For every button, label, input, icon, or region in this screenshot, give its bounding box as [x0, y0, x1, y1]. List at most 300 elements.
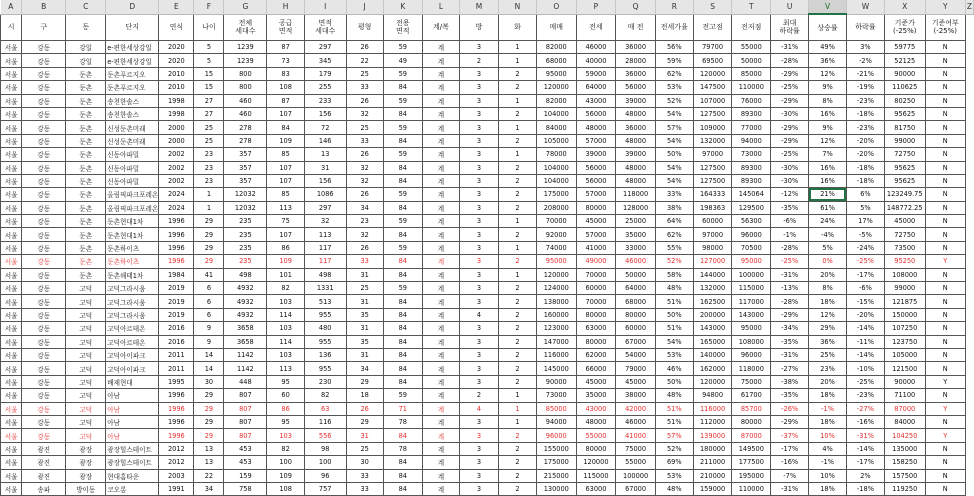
table-cell[interactable]: 계	[422, 456, 459, 469]
table-cell[interactable]: 156	[304, 174, 346, 187]
table-cell[interactable]: N	[925, 415, 965, 428]
table-cell[interactable]: 135000	[884, 442, 925, 455]
table-cell[interactable]: 32	[346, 107, 383, 120]
table-cell[interactable]: -14%	[846, 348, 884, 361]
table-cell[interactable]: 26	[346, 41, 383, 54]
table-cell[interactable]: 강동	[22, 161, 66, 174]
table-cell[interactable]: 159	[224, 469, 267, 482]
table-cell[interactable]: 84	[383, 295, 422, 308]
table-header-cell[interactable]: 연식	[159, 14, 194, 41]
column-header-r[interactable]: R	[655, 0, 693, 14]
table-cell[interactable]: 26	[346, 148, 383, 161]
table-cell[interactable]: 2	[498, 308, 536, 321]
table-cell[interactable]: 둔촌	[66, 201, 106, 214]
empty-cell[interactable]	[965, 456, 973, 469]
table-cell[interactable]: 서울	[1, 469, 22, 482]
table-cell[interactable]: 48%	[655, 482, 693, 495]
table-cell[interactable]: 15	[194, 81, 224, 94]
table-cell[interactable]: 10%	[809, 469, 847, 482]
table-cell[interactable]: 955	[304, 362, 346, 375]
table-cell[interactable]: 109000	[693, 121, 732, 134]
table-cell[interactable]: N	[925, 295, 965, 308]
table-cell[interactable]: 29%	[809, 322, 847, 335]
table-cell[interactable]: 3%	[846, 41, 884, 54]
table-cell[interactable]: 210000	[693, 469, 732, 482]
table-cell[interactable]: 146	[304, 134, 346, 147]
table-cell[interactable]: N	[925, 148, 965, 161]
table-cell[interactable]: 18%	[809, 415, 847, 428]
table-cell[interactable]: 108	[267, 482, 305, 495]
table-cell[interactable]: 1996	[159, 215, 194, 228]
table-cell[interactable]: N	[925, 201, 965, 214]
table-cell[interactable]: 고덕	[66, 295, 106, 308]
table-cell[interactable]: 78000	[536, 148, 576, 161]
table-cell[interactable]: N	[925, 268, 965, 281]
table-cell[interactable]: 85	[267, 188, 305, 201]
table-cell[interactable]: 강동	[22, 415, 66, 428]
table-cell[interactable]: 4%	[809, 442, 847, 455]
table-cell[interactable]: 고덕	[66, 348, 106, 361]
table-cell[interactable]: 48000	[616, 161, 656, 174]
table-cell[interactable]: 서울	[1, 148, 22, 161]
table-cell[interactable]: -38%	[771, 375, 809, 388]
table-cell[interactable]: 70500	[732, 241, 771, 254]
table-cell[interactable]: 2016	[159, 322, 194, 335]
empty-cell[interactable]	[965, 174, 973, 187]
table-cell[interactable]: 52%	[655, 94, 693, 107]
table-cell[interactable]: 3	[460, 322, 499, 335]
empty-cell[interactable]	[965, 335, 973, 348]
table-cell[interactable]: 계	[422, 482, 459, 495]
table-cell[interactable]: 2012	[159, 456, 194, 469]
table-cell[interactable]: 계	[422, 41, 459, 54]
table-cell[interactable]: 73000	[536, 389, 576, 402]
table-cell[interactable]: 3	[460, 335, 499, 348]
table-cell[interactable]: 광장힐스테이트	[106, 456, 159, 469]
table-cell[interactable]: 1	[498, 389, 536, 402]
table-cell[interactable]: 78	[383, 442, 422, 455]
table-cell[interactable]: 강동	[22, 241, 66, 254]
table-cell[interactable]: 25000	[616, 215, 656, 228]
table-cell[interactable]: 84	[383, 107, 422, 120]
table-cell[interactable]: 둔촌	[66, 255, 106, 268]
table-cell[interactable]: 120000	[576, 456, 616, 469]
table-cell[interactable]: 278	[224, 134, 267, 147]
table-cell[interactable]: 58%	[655, 268, 693, 281]
table-cell[interactable]: 29	[194, 402, 224, 415]
table-cell[interactable]: 둔촌	[66, 174, 106, 187]
table-cell[interactable]: 서울	[1, 121, 22, 134]
table-cell[interactable]: 100	[304, 456, 346, 469]
empty-cell[interactable]	[965, 134, 973, 147]
table-cell[interactable]: 계	[422, 348, 459, 361]
column-header-q[interactable]: Q	[616, 0, 656, 14]
table-cell[interactable]: 강일	[66, 41, 106, 54]
table-cell[interactable]: 116000	[536, 348, 576, 361]
table-cell[interactable]: 23	[346, 215, 383, 228]
table-cell[interactable]: 84	[383, 201, 422, 214]
table-cell[interactable]: 32	[346, 174, 383, 187]
table-cell[interactable]: 14	[194, 362, 224, 375]
table-cell[interactable]: 둔촌	[66, 94, 106, 107]
table-cell[interactable]: 2019	[159, 308, 194, 321]
table-cell[interactable]: 2	[498, 67, 536, 80]
table-cell[interactable]: -24%	[846, 241, 884, 254]
table-cell[interactable]: 48000	[616, 134, 656, 147]
table-cell[interactable]: 39000	[576, 148, 616, 161]
table-cell[interactable]: 고덕	[66, 389, 106, 402]
table-cell[interactable]: 101	[267, 268, 305, 281]
table-cell[interactable]: 448	[224, 375, 267, 388]
table-cell[interactable]: 강동	[22, 54, 66, 67]
table-cell[interactable]: 2	[498, 335, 536, 348]
table-cell[interactable]: 53%	[655, 81, 693, 94]
table-cell[interactable]: 62%	[655, 67, 693, 80]
table-cell[interactable]: 48%	[655, 282, 693, 295]
table-cell[interactable]: 강동	[22, 134, 66, 147]
table-cell[interactable]: 계	[422, 81, 459, 94]
table-cell[interactable]: 강동	[22, 362, 66, 375]
table-cell[interactable]: 62000	[576, 348, 616, 361]
table-cell[interactable]: 51%	[655, 415, 693, 428]
table-cell[interactable]: 서울	[1, 81, 22, 94]
table-cell[interactable]: 36000	[616, 41, 656, 54]
table-cell[interactable]: 26	[346, 188, 383, 201]
table-cell[interactable]: 33%	[655, 188, 693, 201]
table-cell[interactable]: 둔촌현대1차	[106, 215, 159, 228]
table-cell[interactable]: 235	[224, 241, 267, 254]
table-cell[interactable]: 3	[460, 148, 499, 161]
table-cell[interactable]: 송천한솔스	[106, 94, 159, 107]
table-cell[interactable]: 73000	[732, 148, 771, 161]
empty-cell[interactable]	[965, 228, 973, 241]
table-cell[interactable]: 52%	[655, 255, 693, 268]
table-cell[interactable]: -29%	[771, 415, 809, 428]
table-cell[interactable]: 1331	[304, 282, 346, 295]
table-cell[interactable]: 둔촌푸르지오	[106, 67, 159, 80]
table-cell[interactable]: 계	[422, 442, 459, 455]
table-cell[interactable]: 계	[422, 282, 459, 295]
table-cell[interactable]: 3	[460, 348, 499, 361]
table-cell[interactable]: 둔촌	[66, 81, 106, 94]
table-cell[interactable]: 3	[460, 188, 499, 201]
table-cell[interactable]: 80250	[884, 94, 925, 107]
table-cell[interactable]: 33	[346, 134, 383, 147]
table-cell[interactable]: 1998	[159, 107, 194, 120]
table-header-cell[interactable]: 최대 하락률	[771, 14, 809, 41]
table-cell[interactable]: -20%	[846, 308, 884, 321]
table-cell[interactable]: 110000	[732, 81, 771, 94]
table-cell[interactable]: 297	[304, 41, 346, 54]
table-cell[interactable]: 108000	[732, 335, 771, 348]
table-cell[interactable]: 95	[267, 415, 305, 428]
table-cell[interactable]: 52125	[884, 54, 925, 67]
table-cell[interactable]: 계	[422, 148, 459, 161]
table-cell[interactable]: 고덕	[66, 415, 106, 428]
table-cell[interactable]: 84	[267, 121, 305, 134]
table-cell[interactable]: 807	[224, 402, 267, 415]
table-cell[interactable]: 2003	[159, 469, 194, 482]
table-cell[interactable]: N	[925, 348, 965, 361]
table-cell[interactable]: 고덕	[66, 322, 106, 335]
table-cell[interactable]: 87000	[732, 429, 771, 442]
table-cell[interactable]: 59	[383, 188, 422, 201]
table-cell[interactable]: 84	[383, 456, 422, 469]
table-cell[interactable]: N	[925, 161, 965, 174]
table-cell[interactable]: -20%	[846, 134, 884, 147]
table-cell[interactable]: 24%	[809, 215, 847, 228]
table-cell[interactable]: 강동	[22, 348, 66, 361]
table-cell[interactable]: 서울	[1, 335, 22, 348]
table-cell[interactable]: -25%	[846, 375, 884, 388]
table-cell[interactable]: N	[925, 482, 965, 495]
table-header-cell[interactable]: 전용 면적	[383, 14, 422, 41]
table-cell[interactable]: 114	[267, 308, 305, 321]
table-cell[interactable]: 76000	[732, 94, 771, 107]
table-cell[interactable]: 2016	[159, 335, 194, 348]
column-header-n[interactable]: N	[498, 0, 536, 14]
table-cell[interactable]: 235	[224, 215, 267, 228]
table-cell[interactable]: 2011	[159, 362, 194, 375]
table-cell[interactable]: -30%	[771, 107, 809, 120]
table-cell[interactable]: 8%	[809, 94, 847, 107]
table-cell[interactable]: 3	[460, 268, 499, 281]
table-cell[interactable]: 9	[194, 322, 224, 335]
table-cell[interactable]: 83	[267, 67, 305, 80]
table-cell[interactable]: 87000	[884, 402, 925, 415]
table-cell[interactable]: -2%	[846, 54, 884, 67]
table-cell[interactable]: 고덕그라시움	[106, 308, 159, 321]
table-cell[interactable]: 계	[422, 322, 459, 335]
table-cell[interactable]: -23%	[846, 389, 884, 402]
table-cell[interactable]: 56300	[732, 215, 771, 228]
table-cell[interactable]: 둔촌	[66, 107, 106, 120]
table-cell[interactable]: 서울	[1, 41, 22, 54]
table-cell[interactable]: 1996	[159, 402, 194, 415]
table-cell[interactable]: 1996	[159, 415, 194, 428]
table-cell[interactable]: 36000	[616, 121, 656, 134]
table-cell[interactable]: 둔촌푸르지오	[106, 81, 159, 94]
table-cell[interactable]: 36000	[616, 67, 656, 80]
table-cell[interactable]: -29%	[771, 94, 809, 107]
empty-cell[interactable]	[965, 348, 973, 361]
table-cell[interactable]: 64%	[655, 215, 693, 228]
table-cell[interactable]: 18%	[809, 482, 847, 495]
table-cell[interactable]: 강동	[22, 174, 66, 187]
table-cell[interactable]: 1996	[159, 429, 194, 442]
table-cell[interactable]: 31	[346, 322, 383, 335]
table-cell[interactable]: 43000	[576, 402, 616, 415]
column-header-t[interactable]: T	[732, 0, 771, 14]
table-cell[interactable]: 서울	[1, 174, 22, 187]
table-cell[interactable]: 55000	[732, 41, 771, 54]
table-cell[interactable]: 115000	[576, 469, 616, 482]
table-cell[interactable]: 82000	[536, 94, 576, 107]
table-cell[interactable]: 70000	[576, 295, 616, 308]
table-cell[interactable]: 강동	[22, 41, 66, 54]
table-cell[interactable]: 147500	[693, 81, 732, 94]
table-cell[interactable]: 1	[498, 94, 536, 107]
table-cell[interactable]: 215000	[536, 469, 576, 482]
table-cell[interactable]: 113	[267, 201, 305, 214]
table-cell[interactable]: 34	[346, 201, 383, 214]
table-cell[interactable]: 230	[304, 375, 346, 388]
table-cell[interactable]: 23%	[809, 362, 847, 375]
empty-cell[interactable]	[965, 375, 973, 388]
table-cell[interactable]: 68000	[616, 295, 656, 308]
table-cell[interactable]: 63	[304, 402, 346, 415]
table-cell[interactable]: 아남	[106, 429, 159, 442]
table-header-cell[interactable]: 하락률	[846, 14, 884, 41]
table-cell[interactable]: 계	[422, 107, 459, 120]
table-cell[interactable]: 67000	[616, 335, 656, 348]
table-cell[interactable]: 26	[346, 402, 383, 415]
table-cell[interactable]: 계	[422, 121, 459, 134]
table-cell[interactable]: 85000	[536, 402, 576, 415]
table-cell[interactable]: 67000	[616, 482, 656, 495]
table-cell[interactable]: 63000	[576, 322, 616, 335]
table-cell[interactable]: 계	[422, 241, 459, 254]
table-cell[interactable]: 118000	[732, 362, 771, 375]
table-cell[interactable]: 109	[267, 469, 305, 482]
table-cell[interactable]: N	[925, 121, 965, 134]
empty-cell[interactable]	[965, 442, 973, 455]
table-cell[interactable]: Y	[925, 429, 965, 442]
table-cell[interactable]: 3	[460, 442, 499, 455]
table-cell[interactable]: 73500	[884, 241, 925, 254]
table-cell[interactable]: 48000	[616, 107, 656, 120]
table-cell[interactable]: 광진	[22, 456, 66, 469]
table-cell[interactable]: 156	[304, 107, 346, 120]
table-cell[interactable]: 3	[460, 161, 499, 174]
column-header-d[interactable]: D	[106, 0, 159, 14]
table-cell[interactable]: 53%	[655, 469, 693, 482]
table-cell[interactable]: 89300	[732, 174, 771, 187]
table-cell[interactable]: 5	[194, 54, 224, 67]
table-cell[interactable]: 140000	[693, 348, 732, 361]
table-cell[interactable]: 84	[383, 308, 422, 321]
table-cell[interactable]: 159000	[693, 482, 732, 495]
table-cell[interactable]: 235	[224, 228, 267, 241]
table-cell[interactable]: 162000	[693, 362, 732, 375]
table-cell[interactable]: 95	[267, 375, 305, 388]
table-cell[interactable]: 56000	[576, 161, 616, 174]
table-cell[interactable]: 강동	[22, 67, 66, 80]
table-cell[interactable]: 강동	[22, 94, 66, 107]
table-cell[interactable]: -23%	[846, 121, 884, 134]
table-cell[interactable]: 59	[383, 389, 422, 402]
table-cell[interactable]: 2012	[159, 442, 194, 455]
table-cell[interactable]: 1	[498, 54, 536, 67]
table-cell[interactable]: 80000	[732, 415, 771, 428]
empty-cell[interactable]	[965, 201, 973, 214]
table-cell[interactable]: 광진	[22, 469, 66, 482]
table-cell[interactable]: 29	[194, 389, 224, 402]
table-cell[interactable]: 고덕	[66, 375, 106, 388]
table-cell[interactable]: -4%	[809, 228, 847, 241]
table-cell[interactable]: 3	[460, 241, 499, 254]
table-cell[interactable]: 96000	[732, 348, 771, 361]
table-cell[interactable]: N	[925, 174, 965, 187]
table-cell[interactable]: 1995	[159, 375, 194, 388]
table-cell[interactable]: 3	[460, 362, 499, 375]
table-cell[interactable]: 120000	[693, 375, 732, 388]
table-header-cell[interactable]: 전체 세대수	[224, 14, 267, 41]
table-cell[interactable]: e-편한세상강일	[106, 41, 159, 54]
table-cell[interactable]: 18%	[809, 295, 847, 308]
table-cell[interactable]: N	[925, 134, 965, 147]
table-cell[interactable]: 61700	[732, 389, 771, 402]
table-cell[interactable]: 51%	[655, 322, 693, 335]
table-cell[interactable]: 둔촌	[66, 161, 106, 174]
table-cell[interactable]: -20%	[846, 148, 884, 161]
column-header-j[interactable]: J	[346, 0, 383, 14]
table-cell[interactable]: N	[925, 442, 965, 455]
table-cell[interactable]: 서울	[1, 429, 22, 442]
table-cell[interactable]: 66000	[576, 362, 616, 375]
table-cell[interactable]: 2002	[159, 148, 194, 161]
table-cell[interactable]: 3	[460, 255, 499, 268]
table-cell[interactable]: 12032	[224, 188, 267, 201]
table-cell[interactable]: 12032	[224, 201, 267, 214]
table-header-cell[interactable]: 전고점	[693, 14, 732, 41]
table-cell[interactable]: 2	[498, 255, 536, 268]
table-cell[interactable]: 59	[383, 121, 422, 134]
table-cell[interactable]: 118000	[616, 188, 656, 201]
empty-cell[interactable]	[965, 67, 973, 80]
table-header-cell[interactable]: 계/복	[422, 14, 459, 41]
table-cell[interactable]: 68000	[536, 54, 576, 67]
table-cell[interactable]: 4	[460, 308, 499, 321]
empty-cell[interactable]	[965, 94, 973, 107]
table-cell[interactable]: 84	[383, 335, 422, 348]
table-cell[interactable]: 광진	[22, 442, 66, 455]
empty-cell[interactable]	[965, 255, 973, 268]
table-cell[interactable]: 177500	[732, 456, 771, 469]
table-cell[interactable]: 강동	[22, 215, 66, 228]
table-cell[interactable]: 75	[267, 215, 305, 228]
table-cell[interactable]: Y	[925, 255, 965, 268]
table-cell[interactable]: 3	[460, 482, 499, 495]
table-cell[interactable]: 56%	[655, 41, 693, 54]
table-cell[interactable]: 129500	[732, 201, 771, 214]
table-cell[interactable]: 강동	[22, 201, 66, 214]
table-cell[interactable]: 55000	[616, 456, 656, 469]
table-cell[interactable]: 25	[346, 121, 383, 134]
table-cell[interactable]: 15	[194, 67, 224, 80]
table-cell[interactable]: 59	[383, 148, 422, 161]
table-cell[interactable]: 61%	[809, 201, 847, 214]
table-cell[interactable]: 26	[346, 241, 383, 254]
table-cell[interactable]: 22	[194, 469, 224, 482]
table-cell[interactable]: 30	[194, 375, 224, 388]
table-cell[interactable]: 3	[460, 81, 499, 94]
table-cell[interactable]: 800	[224, 67, 267, 80]
table-cell[interactable]: -1%	[809, 456, 847, 469]
table-cell[interactable]: 계	[422, 362, 459, 375]
table-cell[interactable]: 148772.25	[884, 201, 925, 214]
table-cell[interactable]: 2019	[159, 295, 194, 308]
table-cell[interactable]: 13	[194, 442, 224, 455]
table-cell[interactable]: N	[925, 241, 965, 254]
table-cell[interactable]: 서울	[1, 348, 22, 361]
table-cell[interactable]: 96000	[732, 228, 771, 241]
table-cell[interactable]: 2%	[846, 469, 884, 482]
table-header-cell[interactable]: 구	[22, 14, 66, 41]
table-cell[interactable]: 64000	[616, 282, 656, 295]
table-cell[interactable]: 7%	[809, 148, 847, 161]
table-cell[interactable]: 29	[194, 415, 224, 428]
